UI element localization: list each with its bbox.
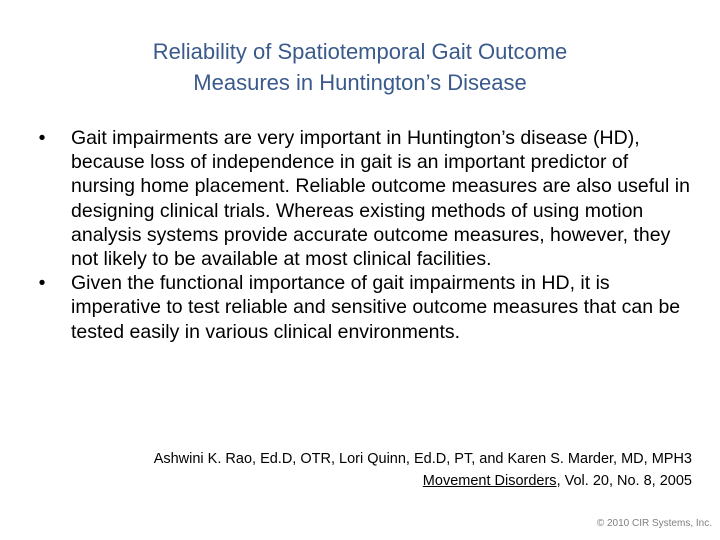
journal-details: , Vol. 20, No. 8, 2005 [556,473,692,489]
citation-source [154,470,692,492]
bullet-dot-icon: • [38,127,46,149]
bullet-dot-icon: • [38,272,46,295]
bullet-list [32,126,692,344]
bullet-item-1 [32,126,692,271]
title-line-1: Reliability of Spatiotemporal Gait Outcome [152,39,568,64]
citation-authors: Ashwini K. Rao, Ed.D, OTR, Lori Quinn, Ed.D, PT, and Karen S. Marder, MD, MPH3 [153,451,692,467]
journal-name: Movement Disorders [422,473,557,489]
bullet-item-2 [32,271,692,344]
slide-title [60,36,660,98]
bullet-text-1: Gait impairments are very important in Huntington’s disease (HD), because loss of independence in gait is an important predictor of nursing home placement. Reliable outcome measures are also useful in designing clinical trials. Whereas existing methods of using motion analysis systems provide accurate outcome measures, however, they not likely to be available at most clinical facilities. [71,127,690,271]
citation [154,448,692,492]
copyright-notice: © 2010 CIR Systems, Inc. [596,518,712,529]
bullet-text-2: Given the functional importance of gait impairments in HD, it is imperative to test reliable and sensitive outcome measures that can be tested easily in various clinical environments. [71,272,681,343]
title-line-2: Measures in Huntington’s Disease [193,70,527,95]
